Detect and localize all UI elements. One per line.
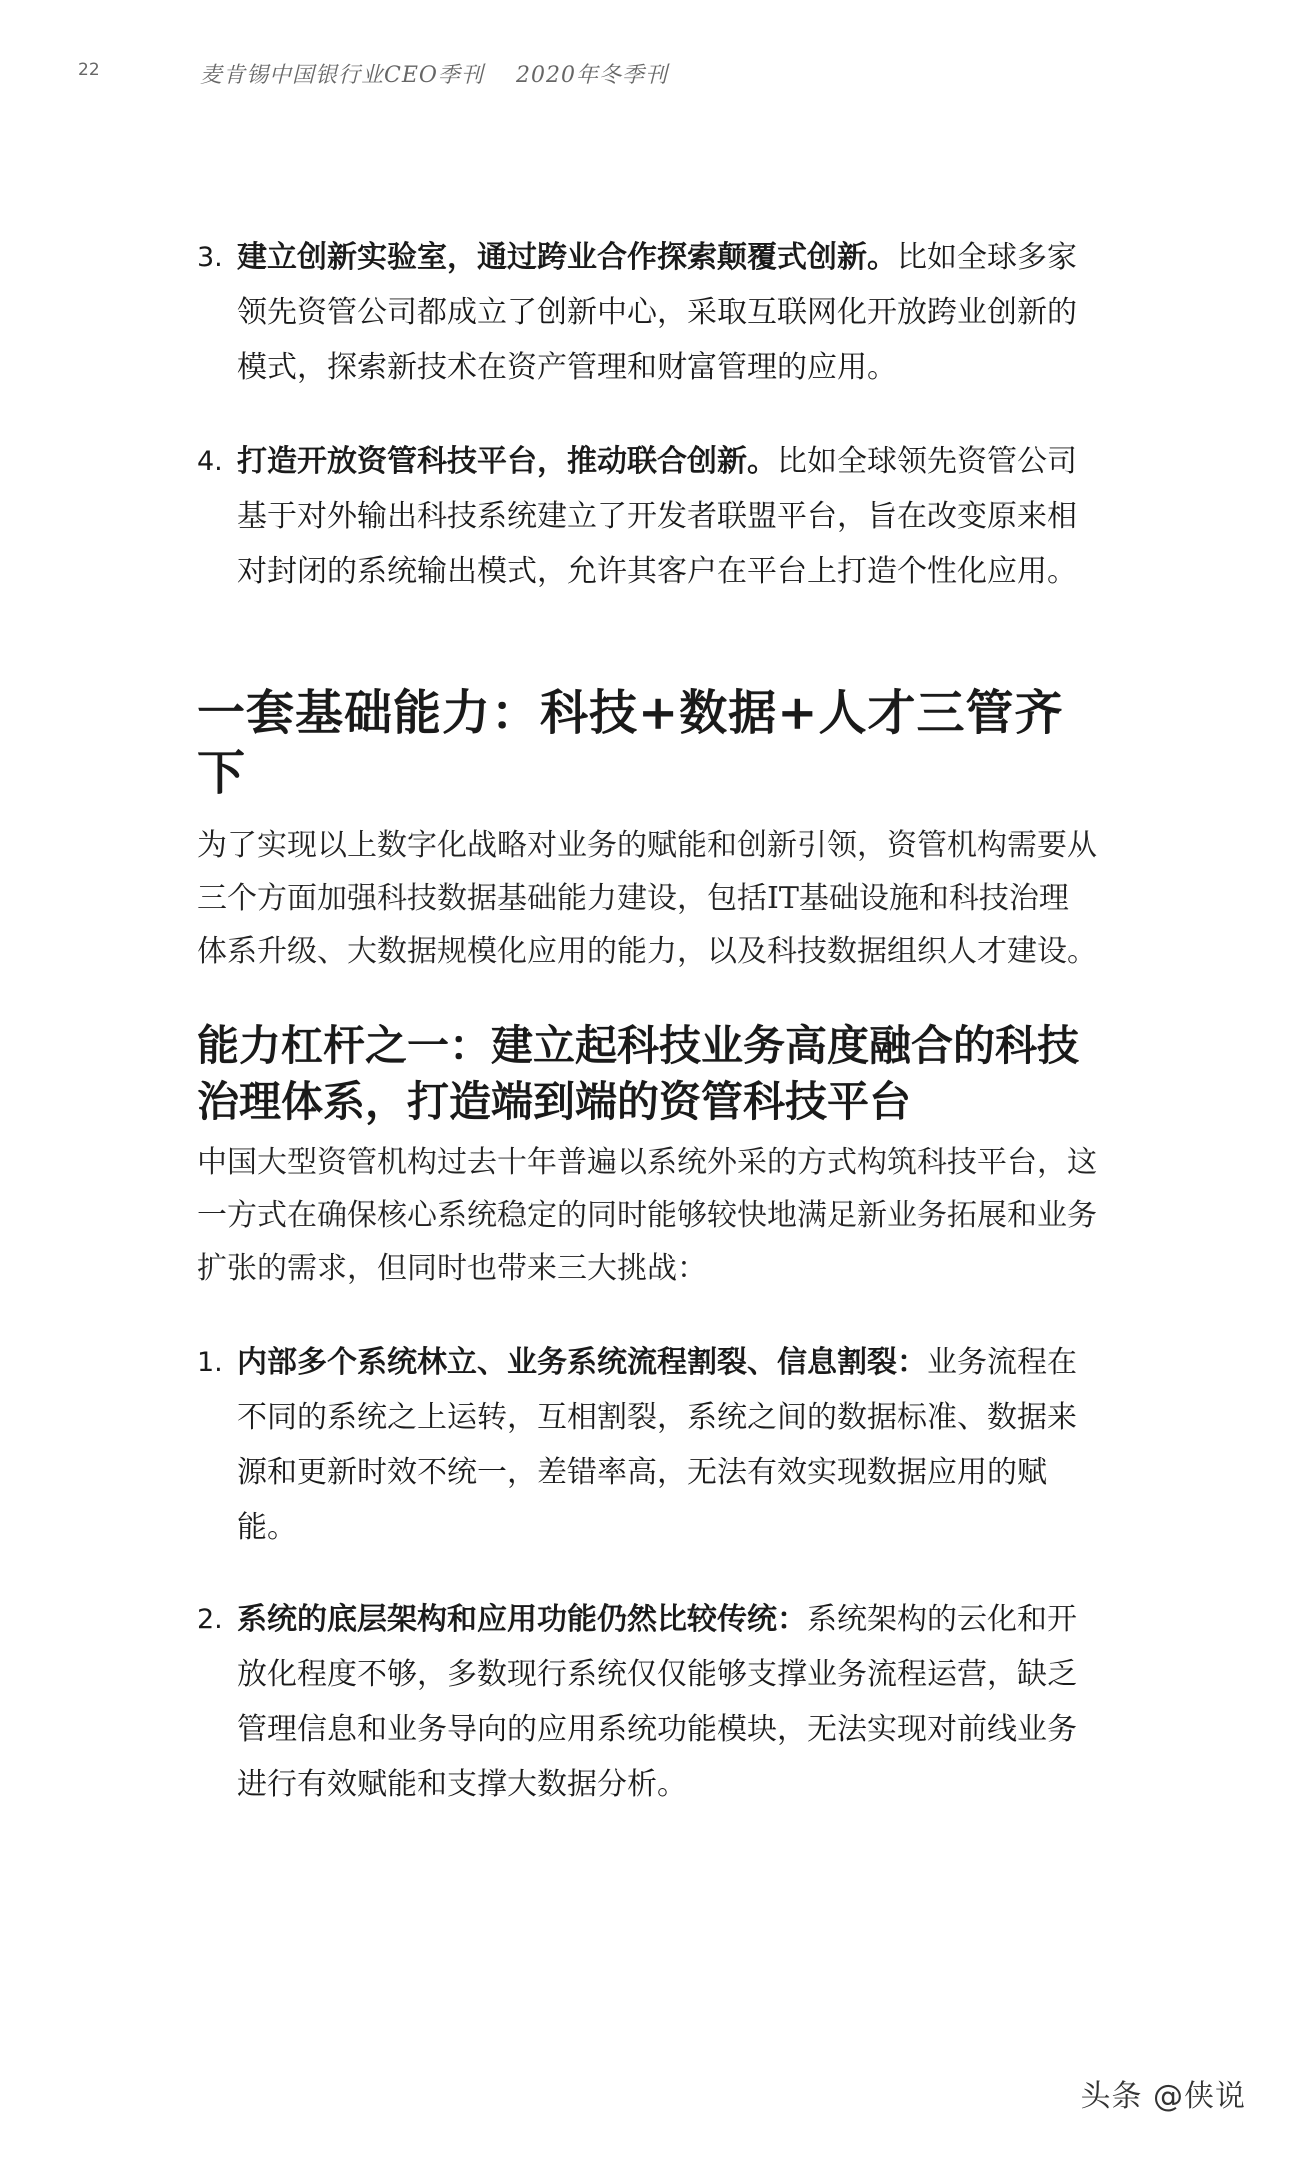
section-paragraph: 为了实现以上数字化战略对业务的赋能和创新引领，资管机构需要从三个方面加强科技数据基础能力建设，包括IT基础设施和科技治理体系升级、大数据规模化应用的能力，以及科技数据组织人才建设。: [197, 828, 1097, 969]
list-item-lead: 系统的底层架构和应用功能仍然比较传统：: [237, 1602, 807, 1637]
list-item-number: 4.: [197, 446, 223, 477]
publication-title: 麦肯锡中国银行业CEO季刊: [200, 63, 484, 88]
page-number: 22: [78, 60, 100, 80]
list-item-lead: 内部多个系统林立、业务系统流程割裂、信息割裂：: [237, 1345, 927, 1380]
article-body: [197, 230, 1097, 1812]
section-heading: 一套基础能力：科技+数据+人才三管齐下: [197, 685, 1064, 801]
subsection-heading: 能力杠杆之一：建立起科技业务高度融合的科技治理体系，打造端到端的资管科技平台: [197, 1021, 1080, 1126]
list-item-number: 2.: [197, 1604, 223, 1635]
list-item: [197, 434, 1097, 599]
subsection-paragraph: 中国大型资管机构过去十年普遍以系统外采的方式构筑科技平台，这一方式在确保核心系统稳定的同时能够较快地满足新业务拓展和业务扩张的需求，但同时也带来三大挑战：: [197, 1145, 1097, 1286]
list-item: [197, 1592, 1097, 1812]
list-item-body: 比如全球多家领先资管公司都成立了创新中心，采取互联网化开放跨业创新的模式，探索新技术在资产管理和财富管理的应用。: [237, 240, 1077, 385]
list-item-body: 业务流程在不同的系统之上运转，互相割裂，系统之间的数据标准、数据来源和更新时效不统一，差错率高，无法有效实现数据应用的赋能。: [237, 1345, 1077, 1545]
publication-issue: 2020年冬季刊: [516, 63, 668, 88]
watermark: 头条 @侠说: [1080, 2079, 1246, 2114]
list-item: [197, 230, 1097, 395]
list-item-number: 1.: [197, 1347, 223, 1378]
list-item-lead: 打造开放资管科技平台，推动联合创新。: [237, 444, 777, 479]
list-item-body: 比如全球领先资管公司基于对外输出科技系统建立了开发者联盟平台，旨在改变原来相对封闭的系统输出模式，允许其客户在平台上打造个性化应用。: [237, 444, 1077, 589]
list-item: [197, 1335, 1097, 1555]
page-header: [78, 58, 1222, 88]
list-item-lead: 建立创新实验室，通过跨业合作探索颠覆式创新。: [237, 240, 897, 275]
list-item-number: 3.: [197, 242, 223, 273]
list-item-body: 系统架构的云化和开放化程度不够，多数现行系统仅仅能够支撑业务流程运营，缺乏管理信息和业务导向的应用系统功能模块，无法实现对前线业务进行有效赋能和支撑大数据分析。: [237, 1602, 1077, 1802]
